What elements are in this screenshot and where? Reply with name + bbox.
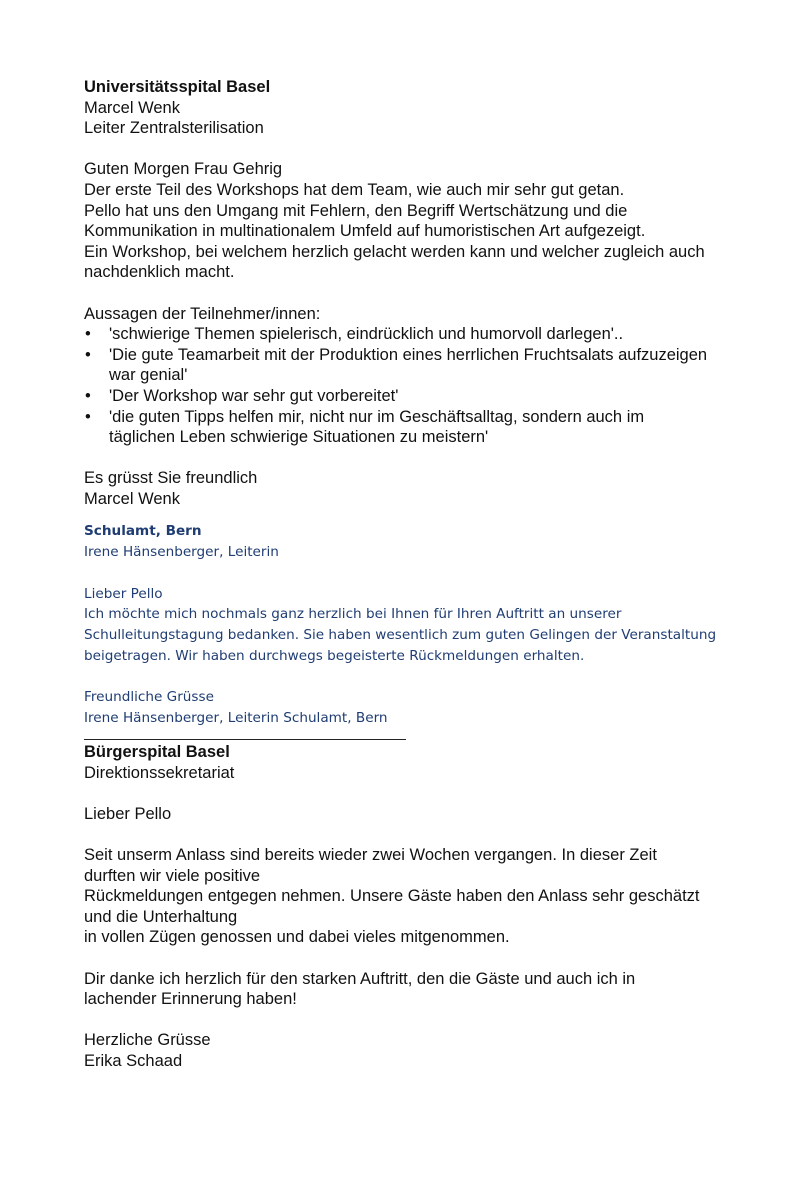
body-line: Ich möchte mich nochmals ganz herzlich bei Ihnen für Ihren Auftritt an unserer xyxy=(84,606,622,623)
list-item xyxy=(84,324,744,345)
body-line: beigetragen. Wir haben durchwegs begeisterte Rückmeldungen erhalten. xyxy=(84,648,585,665)
bullet-icon: • xyxy=(85,386,91,405)
bullet-icon: • xyxy=(85,325,91,344)
body-line: Seit unserm Anlass sind bereits wieder zwei Wochen vergangen. In dieser Zeit xyxy=(84,846,657,864)
greeting: Guten Morgen Frau Gehrig xyxy=(84,160,283,179)
list-item xyxy=(84,345,744,386)
body-line: und die Unterhaltung xyxy=(84,907,238,926)
signature: Irene Hänsenberger, Leiterin Schulamt, Bern xyxy=(84,710,388,727)
body-line: Kommunikation in multinationalem Umfeld auf humoristischen Art aufgezeigt. xyxy=(84,222,646,241)
organization-name: Universitätsspital Basel xyxy=(84,78,271,96)
body-line: in vollen Zügen genossen und dabei vieles mitgenommen. xyxy=(84,928,510,947)
body-line: lachender Erinnerung haben! xyxy=(84,990,297,1009)
signature: Marcel Wenk xyxy=(84,489,180,508)
greeting: Lieber Pello xyxy=(84,585,163,602)
department-name: Direktionssekretariat xyxy=(84,763,235,782)
organization-name: Bürgerspital Basel xyxy=(84,743,230,762)
sender-name: Marcel Wenk xyxy=(84,98,180,117)
document-page xyxy=(84,77,744,1072)
body-line: Pello hat uns den Umgang mit Fehlern, den Begriff Wertschätzung und die xyxy=(84,201,628,220)
greeting: Lieber Pello xyxy=(84,804,172,823)
body-line: Dir danke ich herzlich für den starken Auftritt, den die Gäste und auch ich in xyxy=(84,969,636,988)
sender-role: Leiter Zentralsterilisation xyxy=(84,119,264,138)
quote-text: 'Der Workshop war sehr gut vorbereitet' xyxy=(109,386,399,405)
bullet-icon: • xyxy=(85,345,91,364)
signature: Erika Schaad xyxy=(84,1051,183,1070)
body-line: Der erste Teil des Workshops hat dem Team, wie auch mir sehr gut getan. xyxy=(84,180,625,199)
body-line: Schulleitungstagung bedanken. Sie haben wesentlich zum guten Gelingen der Veranstaltung xyxy=(84,627,717,644)
body-line: Ein Workshop, bei welchem herzlich gelacht werden kann und welcher zugleich auch xyxy=(84,242,705,261)
divider-line xyxy=(84,739,406,740)
quotes-heading: Aussagen der Teilnehmer/innen: xyxy=(84,304,321,323)
testimonial-buergerspital xyxy=(84,742,744,1072)
closing: Herzliche Grüsse xyxy=(84,1031,211,1050)
body-line: Rückmeldungen entgegen nehmen. Unsere Gäste haben den Anlass sehr geschätzt xyxy=(84,887,700,906)
list-item xyxy=(84,386,744,407)
quotes-list xyxy=(84,324,744,448)
testimonial-universitaetsspital xyxy=(84,77,744,509)
body-line: durften wir viele positive xyxy=(84,866,261,885)
closing: Freundliche Grüsse xyxy=(84,689,214,706)
quote-text: 'schwierige Themen spielerisch, eindrücklich und humorvoll darlegen'.. xyxy=(109,325,624,344)
closing: Es grüsst Sie freundlich xyxy=(84,469,258,488)
body-line: nachdenklich macht. xyxy=(84,263,235,282)
list-item xyxy=(84,407,744,448)
organization-name: Schulamt, Bern xyxy=(84,523,202,540)
testimonial-schulamt xyxy=(84,521,744,729)
bullet-icon: • xyxy=(85,407,91,426)
sender-name: Irene Hänsenberger, Leiterin xyxy=(84,544,279,561)
quote-text: 'die guten Tipps helfen mir, nicht nur im Geschäftsalltag, sondern auch im täglichen Leben schwierige Situationen zu meistern' xyxy=(109,407,645,447)
quote-text: 'Die gute Teamarbeit mit der Produktion eines herrlichen Fruchtsalats aufzuzeigen war genial' xyxy=(109,345,708,385)
